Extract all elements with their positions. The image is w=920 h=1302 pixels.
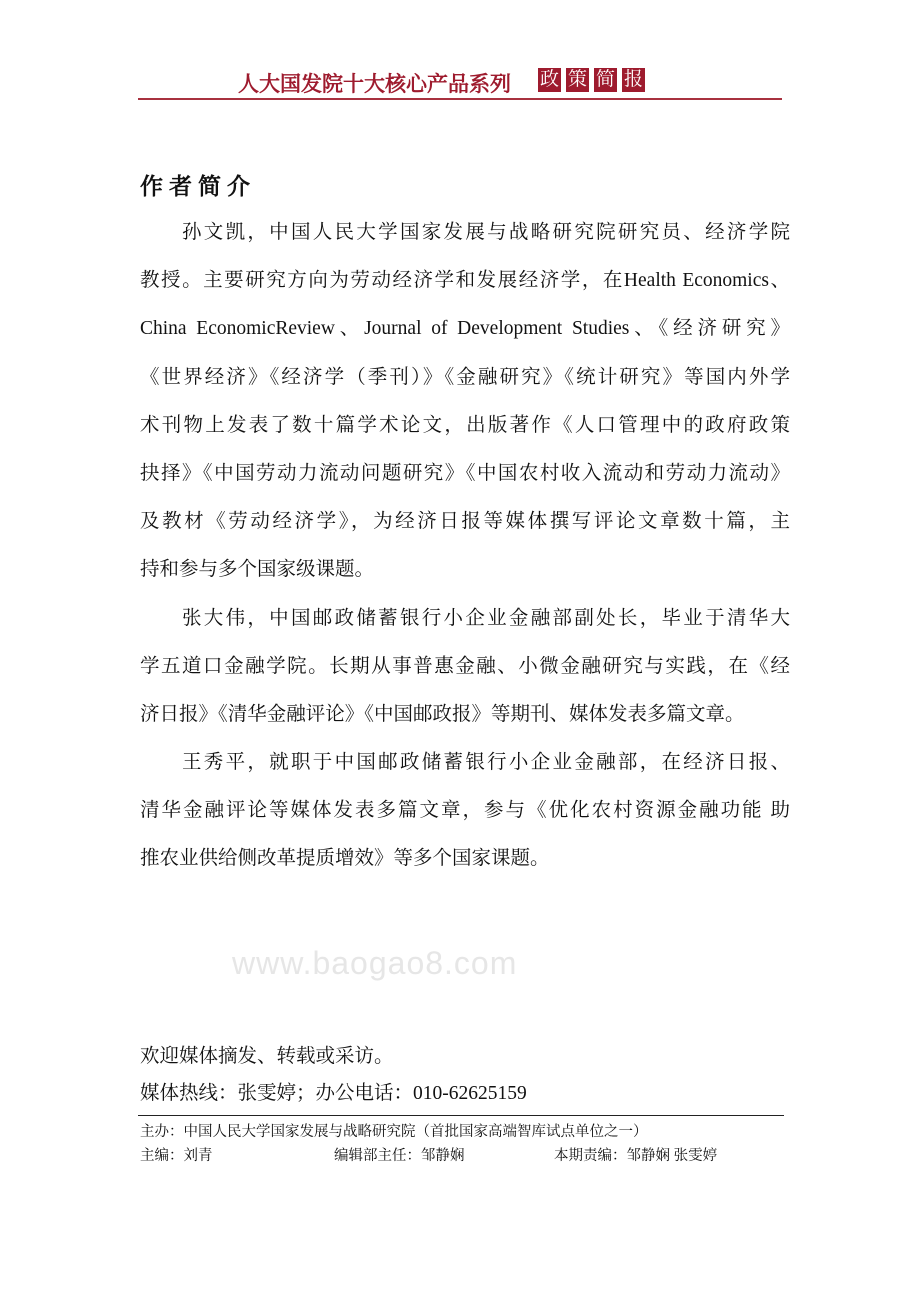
bio-line: 孙文凯，中国人民大学国家发展与战略研究院研究员、经济学院 [182, 222, 790, 243]
bio-line: 清华金融评论等媒体发表多篇文章，参与《优化农村资源金融功能 助 [140, 800, 790, 822]
bio-line: 持和参与多个国家级课题。 [140, 559, 375, 581]
bio-line: 王秀平，就职于中国邮政储蓄银行小企业金融部，在经济日报、 [182, 752, 790, 774]
brand-char: 报 [623, 69, 643, 90]
bio-paragraph [140, 746, 790, 891]
bio-paragraph [140, 602, 790, 747]
watermark: www.baogao8.com [232, 945, 518, 981]
bio-line: 《世界经济》《经济学（季刊）》《金融研究》《统计研究》等国内外学 [140, 366, 790, 388]
brand-char: 策 [567, 69, 587, 90]
dept-head-text: 编辑部主任：邹静娴 [334, 1148, 465, 1164]
issue-editor-text: 本期责编：邹静娴 张雯婷 [554, 1148, 718, 1164]
brand-logo [538, 68, 645, 92]
editor-text: 主编：刘青 [140, 1148, 213, 1164]
brand-char: 简 [595, 69, 615, 90]
page-header [138, 62, 782, 102]
author-bios [140, 216, 790, 891]
bio-line: 张大伟，中国邮政储蓄银行小企业金融部副处长，毕业于清华大 [182, 607, 790, 629]
welcome-text: 欢迎媒体摘发、转载或采访。 [140, 1046, 394, 1067]
bio-line: 教授。主要研究方向为劳动经济学和发展经济学，在Health Economics、 [140, 270, 790, 292]
bio-line: 术刊物上发表了数十篇学术论文，出版著作《人口管理中的政府政策 [140, 414, 790, 436]
section-title: 作者简介 [140, 174, 256, 199]
bio-line: China EconomicReview、Journal of Development Studies、《经济研究》 [140, 318, 790, 340]
bio-paragraph [140, 216, 790, 602]
bio-line: 推农业供给侧改革提质增效》等多个国家课题。 [140, 848, 550, 870]
footer-divider [138, 1115, 784, 1116]
bio-line: 及教材《劳动经济学》，为经济日报等媒体撰写评论文章数十篇，主 [140, 511, 790, 533]
header-divider [138, 98, 782, 100]
brand-char: 政 [539, 69, 559, 90]
bio-line: 学五道口金融学院。长期从事普惠金融、小微金融研究与实践，在《经 [140, 655, 790, 677]
sponsor-text: 主办：中国人民大学国家发展与战略研究院（首批国家高端智库试点单位之一） [140, 1124, 648, 1140]
series-title: 人大国发院十大核心产品系列 [238, 72, 511, 96]
media-hotline: 媒体热线：张雯婷；办公电话：010-62625159 [140, 1083, 527, 1104]
bio-line: 抉择》《中国劳动力流动问题研究》《中国农村收入流动和劳动力流动》 [140, 462, 790, 484]
bio-line: 济日报》《清华金融评论》《中国邮政报》等期刊、媒体发表多篇文章。 [140, 703, 745, 725]
